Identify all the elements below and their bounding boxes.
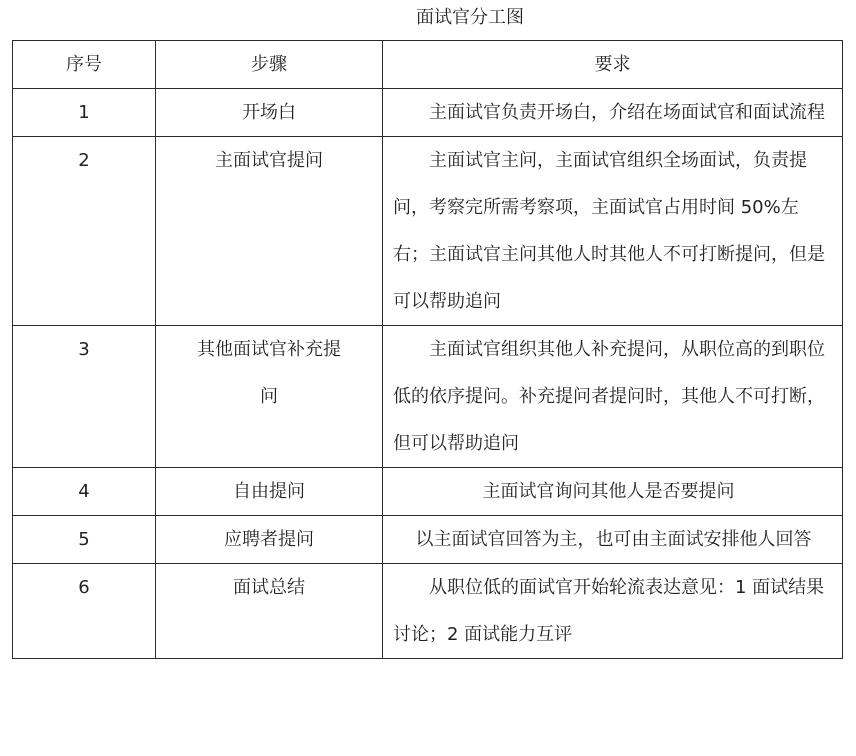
row-step [156, 326, 383, 468]
header-requirement: 要求 [383, 41, 843, 89]
interviewer-division-table [12, 40, 843, 659]
row-requirement [383, 89, 843, 137]
table-row [13, 468, 843, 516]
row-step-text: 应聘者提问 [224, 529, 314, 550]
row-requirement [383, 516, 843, 564]
row-step-text: 其他面试官补充提问 [197, 339, 341, 407]
row-step [156, 468, 383, 516]
row-no: 3 [13, 326, 156, 468]
row-no: 6 [13, 564, 156, 659]
table-row [13, 326, 843, 468]
row-requirement-text: 从职位低的面试官开始轮流表达意见：1 面试结果讨论；2 面试能力互评 [393, 577, 825, 645]
row-requirement-text: 以主面试官回答为主，也可由主面试安排他人回答 [415, 529, 812, 550]
row-step [156, 516, 383, 564]
row-no: 5 [13, 516, 156, 564]
table-row [13, 89, 843, 137]
row-no: 2 [13, 137, 156, 326]
row-step [156, 564, 383, 659]
row-no: 1 [13, 89, 156, 137]
row-requirement [383, 468, 843, 516]
table-row [13, 564, 843, 659]
row-step [156, 89, 383, 137]
row-requirement [383, 137, 843, 326]
table-title: 面试官分工图 [416, 7, 524, 28]
row-requirement [383, 326, 843, 468]
row-requirement-text: 主面试官询问其他人是否要提问 [482, 481, 735, 502]
row-no: 4 [13, 468, 156, 516]
row-requirement-text: 主面试官负责开场白，介绍在场面试官和面试流程 [429, 102, 825, 123]
table-header-row [13, 41, 843, 89]
table-row [13, 516, 843, 564]
header-step: 步骤 [156, 41, 383, 89]
row-step [156, 137, 383, 326]
row-requirement-text: 主面试官主问，主面试官组织全场面试，负责提问，考察完所需考察项，主面试官占用时间 50%左右；主面试官主问其他人时其他人不可打断提问，但是可以帮助追问 [393, 150, 825, 312]
row-step-text: 自由提问 [233, 481, 305, 502]
header-no: 序号 [13, 41, 156, 89]
row-requirement [383, 564, 843, 659]
row-requirement-text: 主面试官组织其他人补充提问，从职位高的到职位低的依序提问。补充提问者提问时，其他人不可打断，但可以帮助追问 [393, 339, 825, 454]
row-step-text: 开场白 [242, 102, 296, 123]
table-row [13, 137, 843, 326]
row-step-text: 面试总结 [233, 577, 305, 598]
row-step-text: 主面试官提问 [215, 150, 323, 171]
